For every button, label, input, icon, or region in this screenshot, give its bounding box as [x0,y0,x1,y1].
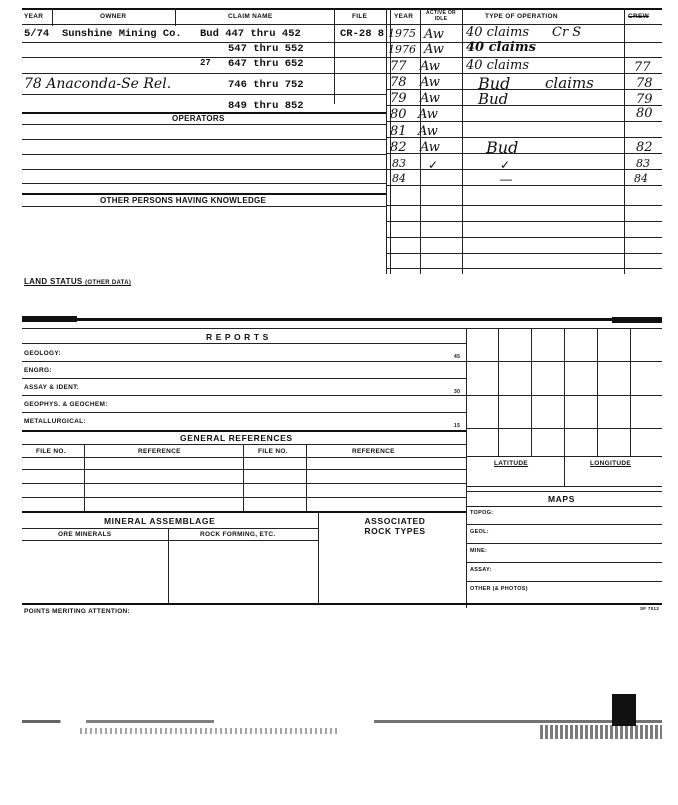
header-claim-name: CLAIM NAME [228,13,273,20]
row3-note: 27 [200,58,211,68]
activity-op-4: Bud [478,74,511,93]
report-geophys: GEOPHYS. & GEOCHEM: [24,401,108,408]
activity-year-1: 1975 [388,27,416,40]
activity-op-8: Bud [486,138,519,157]
header-year: YEAR [24,13,44,20]
dash-mark: — [500,172,512,186]
header-owner: OWNER [100,13,127,20]
row2-claim: 547 thru 552 [228,43,304,55]
activity-crew-9: 83 [636,157,650,170]
activity-year-2: 1976 [388,43,416,56]
activity-crew-10: 84 [634,172,648,185]
activity-op-2: 40 claims [466,40,536,55]
activity-status-4: Aw [420,75,440,90]
row1-claim: Bud 447 thru 452 [200,28,301,40]
form-number: SF 7013 [640,606,660,611]
ref-header-file-no-1: FILE NO. [36,448,66,455]
activity-status-2: Aw [424,42,444,57]
row4-owner-handwritten: 78 Anaconda-Se Rel. [24,76,172,92]
activity-crew-3: 77 [634,60,651,75]
operators-label: OPERATORS [172,114,225,123]
ref-header-reference-2: REFERENCE [352,448,395,455]
row1-file: CR-28 8 [340,28,385,40]
activity-year-4: 78 [390,75,407,90]
row5-claim: 849 thru 852 [228,100,304,112]
map-geol: GEOL: [470,529,489,535]
activity-year-5: 79 [390,91,407,106]
row4-claim: 746 thru 752 [228,79,304,91]
activity-status-8: Aw [420,140,440,155]
activity-year-6: 80 [390,107,407,122]
scan-dark-block [612,694,636,726]
reports-title: R E P O R T S [206,332,269,342]
check-mark: ✓ [428,158,439,172]
row3-claim: 647 thru 652 [228,58,304,70]
associated-rock-types-label: ASSOCIATED ROCK TYPES [364,516,426,536]
ore-minerals-header: ORE MINERALS [58,531,112,538]
activity-op-5: Bud [478,90,509,108]
other-persons-label: OTHER PERSONS HAVING KNOWLEDGE [100,196,267,205]
activity-year-3: 77 [390,59,407,74]
report-geology-num: 45 [454,354,461,360]
check-mark: ✓ [500,158,511,172]
map-other-photos: OTHER (& PHOTOS) [470,586,528,592]
report-metallurgical: METALLURGICAL: [24,418,86,425]
general-references-title: GENERAL REFERENCES [180,433,293,443]
activity-status-5: Aw [420,91,440,106]
row1-owner: Sunshine Mining Co. [62,28,182,40]
header-file: FILE [352,13,368,20]
activity-status-3: Aw [420,59,440,74]
map-topog: TOPOG: [470,510,494,516]
header-crew: CREW [628,13,650,20]
section-divider [22,318,662,321]
header-year-activity: YEAR [394,13,414,20]
activity-extra-1: Cr S [552,25,582,40]
report-geology: GEOLOGY: [24,350,61,357]
report-assay-num: 30 [454,389,461,395]
activity-crew-4: 78 [636,76,653,91]
land-status-label: LAND STATUS (OTHER DATA) [24,277,132,286]
scan-noise-line [22,720,662,723]
maps-title: MAPS [548,494,575,504]
report-engrg: ENGRG: [24,367,52,374]
activity-op-1: 40 claims [466,25,530,40]
activity-op-3: 40 claims [466,58,530,73]
points-meriting-attention: POINTS MERITING ATTENTION: [24,608,131,615]
activity-status-6: Aw [418,107,438,122]
report-assay: ASSAY & IDENT: [24,384,80,391]
scan-noise-band-right [540,725,662,739]
ref-header-reference-1: REFERENCE [138,448,181,455]
activity-crew-6: 80 [636,106,653,121]
header-type-of-operation: TYPE OF OPERATION [485,13,558,20]
activity-status-7: Aw [418,124,438,139]
latitude-label: LATITUDE [494,460,529,467]
ref-header-file-no-2: FILE NO. [258,448,288,455]
row1-year: 5/74 [24,28,50,40]
map-mine: MINE: [470,548,488,554]
activity-year-9: 83 [392,157,406,170]
map-assay: ASSAY: [470,567,492,573]
activity-year-10: 84 [392,172,406,185]
activity-status-1: Aw [424,27,444,42]
scan-smudge-left [22,316,77,322]
scan-smudge-right [612,317,662,323]
longitude-label: LONGITUDE [590,460,631,467]
activity-year-7: 81 [390,124,407,139]
report-metallurgical-num: 15 [454,423,461,429]
activity-year-8: 82 [390,140,407,155]
header-active-or-idle: ACTIVE OR IDLE [426,10,456,22]
activity-crew-8: 82 [636,140,653,155]
rock-forming-header: ROCK FORMING, ETC. [200,531,276,538]
activity-extra-4: claims [545,74,594,92]
activity-crew-5: 79 [636,92,653,107]
mineral-assemblage-title: MINERAL ASSEMBLAGE [104,516,216,526]
scan-noise-band [80,728,340,734]
